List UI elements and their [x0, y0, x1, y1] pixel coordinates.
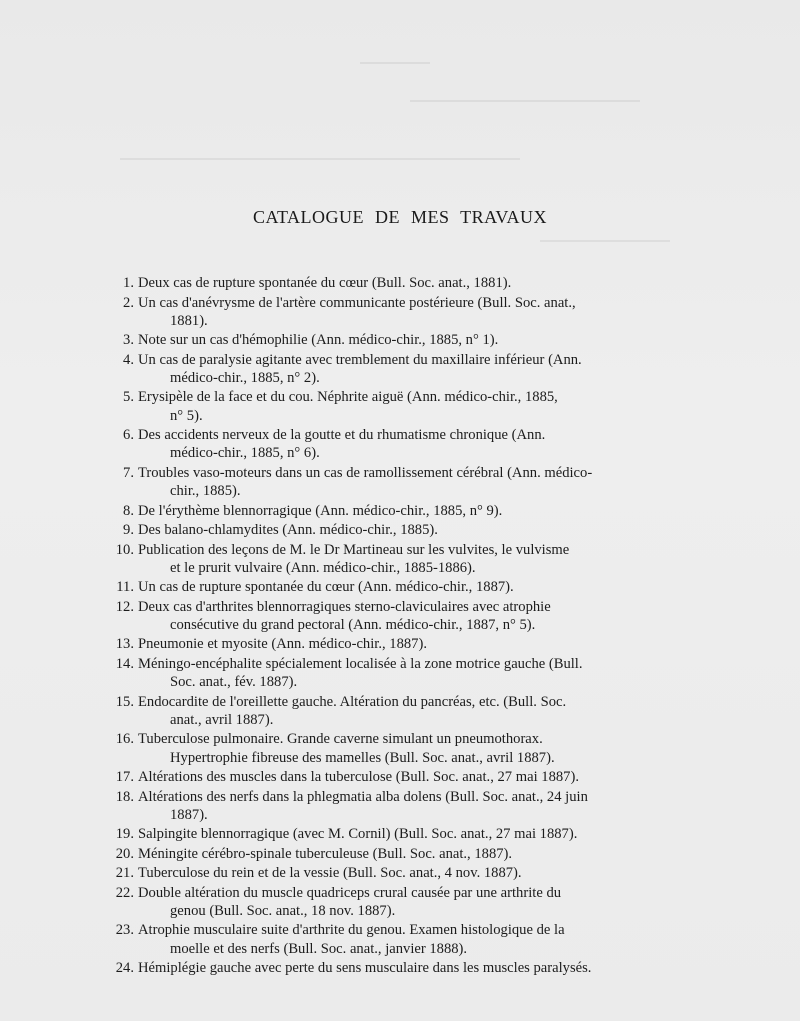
item-continuation-line: médico-chir., 1885, n° 6). [170, 445, 320, 462]
item-text [138, 769, 579, 785]
list-item [100, 521, 672, 539]
item-text [138, 503, 502, 519]
item-number: 17. [115, 769, 134, 786]
item-number: 6. [123, 427, 134, 444]
item-line: Note sur un cas d'hémophilie (Ann. médico-chir., 1885, n° 1). [138, 332, 499, 349]
item-text [138, 332, 498, 348]
item-number: 3. [123, 332, 134, 349]
item-continuation-line: Soc. anat., fév. 1887). [170, 674, 298, 691]
list-item [100, 502, 672, 520]
item-text [138, 885, 672, 920]
item-line: Méningite cérébro-spinale tuberculeuse (Bull. Soc. anat., 1887). [138, 845, 513, 862]
item-text [138, 826, 577, 842]
list-item [100, 464, 672, 500]
item-text [138, 656, 672, 691]
item-number: 18. [115, 788, 134, 805]
item-line: Troubles vaso-moteurs dans un cas de ramollissement cérébral (Ann. médico- [138, 464, 593, 481]
item-text [138, 922, 672, 957]
item-line: Deux cas d'arthrites blennorragiques sterno-claviculaires avec atrophie [138, 598, 551, 615]
item-continuation-line: anat., avril 1887). [170, 711, 274, 728]
item-number: 9. [123, 522, 134, 539]
item-text [138, 846, 512, 862]
item-line: Pneumonie et myosite (Ann. médico-chir., 1887). [138, 636, 427, 653]
item-text [138, 389, 672, 424]
item-text [138, 465, 672, 500]
item-text [138, 427, 672, 462]
item-continuation-line: 1887). [170, 806, 208, 823]
item-continuation-line: Hypertrophie fibreuse des mamelles (Bull. Soc. anat., avril 1887). [170, 749, 555, 766]
item-number: 22. [115, 884, 134, 901]
list-item [100, 884, 672, 920]
item-continuation-line: 1881). [170, 312, 208, 329]
list-item [100, 845, 672, 863]
item-number: 2. [123, 294, 134, 311]
item-line: Tuberculose pulmonaire. Grande caverne simulant un pneumothorax. [138, 731, 543, 748]
item-line: De l'érythème blennorragique (Ann. médico-chir., 1885, n° 9). [138, 502, 503, 519]
bleed-through-mark [360, 62, 430, 64]
bleed-through-mark [120, 158, 520, 160]
item-text [138, 599, 672, 634]
item-line: Publication des leçons de M. le Dr Martineau sur les vulvites, le vulvisme [138, 541, 570, 558]
list-item [100, 864, 672, 882]
list-item [100, 331, 672, 349]
item-number: 19. [115, 826, 134, 843]
item-number: 5. [123, 389, 134, 406]
list-item [100, 921, 672, 957]
item-line: Atrophie musculaire suite d'arthrite du genou. Examen histologique de la [138, 922, 565, 939]
list-item [100, 598, 672, 634]
list-item [100, 294, 672, 330]
bleed-through-mark [410, 100, 640, 102]
item-continuation-line: chir., 1885). [170, 483, 241, 500]
item-line: Hémiplégie gauche avec perte du sens musculaire dans les muscles paralysés. [138, 960, 592, 977]
item-line: Des balano-chlamydites (Ann. médico-chir., 1885). [138, 522, 438, 539]
item-line: Altérations des muscles dans la tuberculose (Bull. Soc. anat., 27 mai 1887). [138, 769, 579, 786]
list-item [100, 730, 672, 766]
item-line: Un cas de paralysie agitante avec tremblement du maxillaire inférieur (Ann. [138, 351, 582, 368]
item-line: Des accidents nerveux de la goutte et du rhumatisme chronique (Ann. [138, 427, 546, 444]
item-number: 21. [115, 865, 134, 882]
item-number: 15. [115, 693, 134, 710]
item-continuation-line: n° 5). [170, 407, 203, 424]
item-number: 24. [115, 960, 134, 977]
item-continuation-line: moelle et des nerfs (Bull. Soc. anat., janvier 1888). [170, 940, 468, 957]
list-item [100, 825, 672, 843]
list-item [100, 693, 672, 729]
item-continuation-line: genou (Bull. Soc. anat., 18 nov. 1887). [170, 902, 396, 919]
item-line: Un cas de rupture spontanée du cœur (Ann. médico-chir., 1887). [138, 579, 514, 596]
list-item [100, 635, 672, 653]
item-text [138, 522, 438, 538]
item-continuation-line: médico-chir., 1885, n° 2). [170, 369, 320, 386]
works-list [100, 274, 672, 979]
item-number: 20. [115, 845, 134, 862]
item-continuation-line: et le prurit vulvaire (Ann. médico-chir., 1885-1886). [170, 559, 476, 576]
item-text [138, 542, 672, 577]
item-number: 1. [123, 275, 134, 291]
item-text [138, 865, 522, 881]
item-line: Endocardite de l'oreillette gauche. Altération du pancréas, etc. (Bull. Soc. [138, 693, 567, 710]
list-item [100, 959, 672, 977]
item-number: 10. [115, 541, 134, 558]
list-item [100, 388, 672, 424]
item-text [138, 579, 514, 595]
list-item [100, 655, 672, 691]
item-text [138, 960, 591, 976]
item-number: 23. [115, 922, 134, 939]
item-number: 8. [123, 502, 134, 519]
item-number: 7. [123, 464, 134, 481]
item-text [138, 789, 672, 824]
list-item [100, 426, 672, 462]
item-text [138, 694, 672, 729]
item-text [138, 731, 672, 766]
item-line: Altérations des nerfs dans la phlegmatia alba dolens (Bull. Soc. anat., 24 juin [138, 788, 588, 805]
item-text [138, 295, 672, 330]
item-line: Un cas d'anévrysme de l'artère communicante postérieure (Bull. Soc. anat., [138, 294, 576, 311]
item-line: Double altération du muscle quadriceps crural causée par une arthrite du [138, 884, 562, 901]
list-item [100, 768, 672, 786]
list-item [100, 274, 672, 292]
item-number: 11. [116, 579, 134, 596]
item-line: Erysipèle de la face et du cou. Néphrite aiguë (Ann. médico-chir., 1885, [138, 389, 558, 406]
item-text [138, 275, 511, 291]
item-number: 13. [115, 636, 134, 653]
list-item [100, 351, 672, 387]
item-text [138, 636, 427, 652]
item-number: 14. [115, 655, 134, 672]
item-number: 16. [115, 731, 134, 748]
item-line: Deux cas de rupture spontanée du cœur (Bull. Soc. anat., 1881). [138, 275, 512, 291]
item-number: 12. [115, 598, 134, 615]
page-title: CATALOGUE DE MES TRAVAUX [252, 207, 548, 227]
list-item [100, 541, 672, 577]
list-item [100, 578, 672, 596]
bleed-through-mark [540, 240, 670, 242]
item-line: Salpingite blennorragique (avec M. Cornil) (Bull. Soc. anat., 27 mai 1887). [138, 826, 578, 843]
item-line: Tuberculose du rein et de la vessie (Bull. Soc. anat., 4 nov. 1887). [138, 865, 522, 882]
item-number: 4. [123, 351, 134, 368]
item-text [138, 352, 672, 387]
item-line: Méningo-encéphalite spécialement localisée à la zone motrice gauche (Bull. [138, 655, 583, 672]
item-continuation-line: consécutive du grand pectoral (Ann. médico-chir., 1887, n° 5). [170, 616, 536, 633]
list-item [100, 788, 672, 824]
